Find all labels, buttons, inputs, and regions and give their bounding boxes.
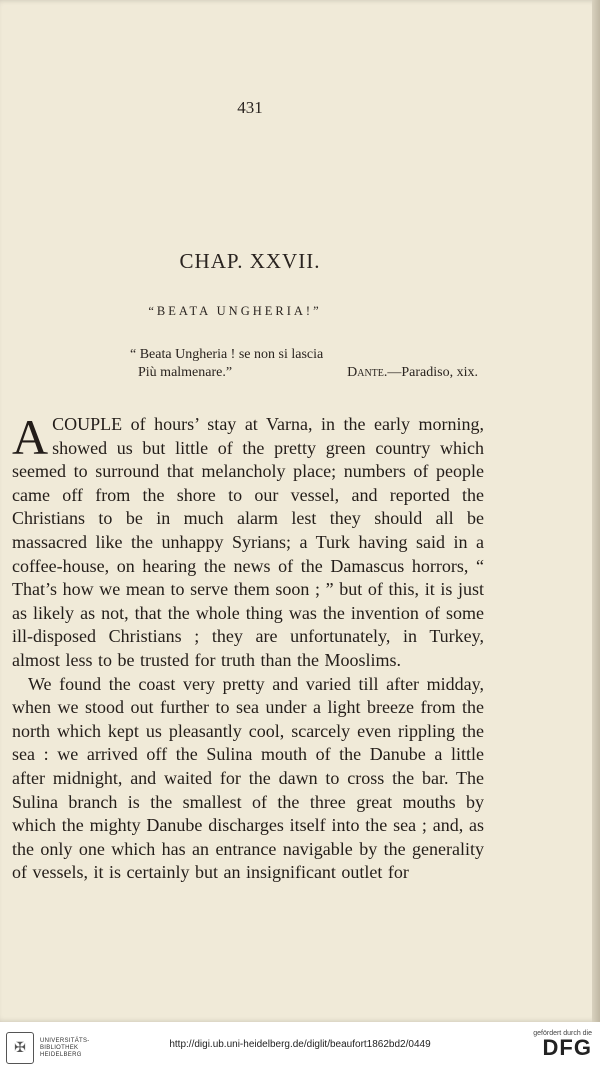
epigraph-line-1: “ Beata Ungheria ! se non si lascia [130,347,324,362]
attribution-author: Dante [347,365,384,380]
drop-cap: A [12,409,49,465]
funder-logo [533,1030,592,1059]
footer-bar [0,1022,600,1068]
epigraph-line-2-text: Più malmenare.” [138,365,233,380]
chapter-subtitle: “BEATA UNGHERIA!” [148,304,322,318]
library-name-line: UNIVERSITÄTS- [40,1037,90,1044]
attribution-source: .—Paradiso, xix. [383,365,478,380]
page-number: 431 [237,98,263,117]
epigraph [130,346,490,382]
paragraph-1-text: COUPLE of hours’ stay at Varna, in the early morning, showed us but little of the pretty green country which seemed to surround that melancholy place; numbers of people came off from the shore to our vessel, and reported the Christians to be in much alarm lest they should all be massacred like the unhappy Syrians; a Turk having said in a coffee-house, on hearing the news of the Damascus horrors, “ That’s how we mean to serve them soon ; ” but of this, it is just as likely as not, that the whole thing was the invention of some ill-disposed Christians ; they are unfortunately, in Turkey, almost less to be trusted for truth than the Mooslims. [12,414,484,670]
epigraph-attribution [347,364,478,382]
paragraph-2: We found the coast very pretty and varied till after midday, when we stood out further to sea under a light breeze from the north which kept us pleasantly cool, scarcely even rippling the sea : we arrived off the Sulina mouth of the Danube a little after midnight, and waited for the dawn to cross the bar. The Sulina branch is the smallest of the three great mouths by which the mighty Danube discharges itself into the sea ; and, as the only one which has an entrance navigable by the generality of vessels, it is certainly but an insignificant outlet for [12,673,484,883]
library-name-line: HEIDELBERG [40,1051,82,1058]
university-seal-icon: ✠ [6,1032,34,1064]
funding-text: gefördert durch die [533,1030,592,1037]
library-name-line: BIBLIOTHEK [40,1044,79,1051]
dfg-logo: DFG [542,1035,592,1060]
chapter-title: CHAP. XXVII. [179,249,321,273]
source-url[interactable]: http://digi.ub.uni-heidelberg.de/diglit/beaufort1862bd2/0449 [169,1039,431,1050]
paragraph-1 [12,409,484,673]
page-edge [592,0,600,1022]
body-text [12,409,484,885]
epigraph-line-2 [130,364,490,382]
